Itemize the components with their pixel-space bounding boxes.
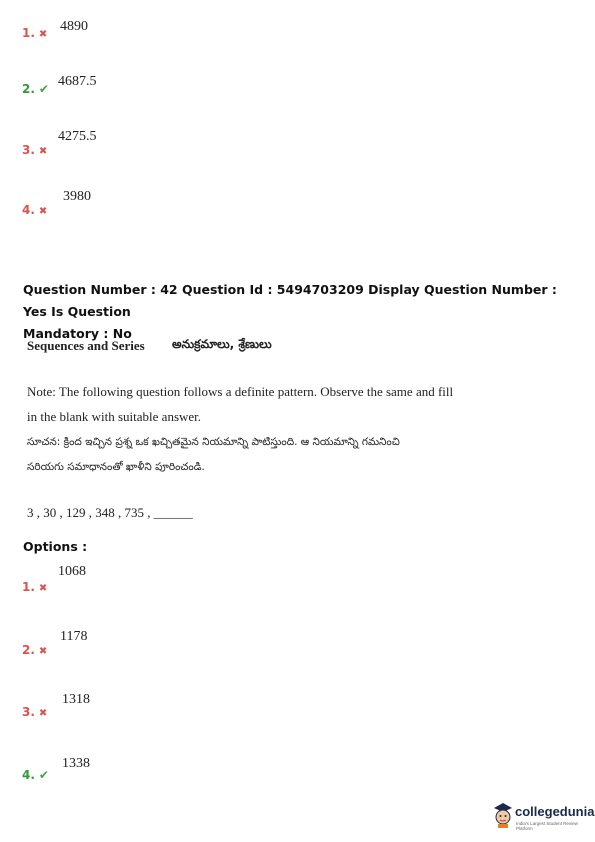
option-number: 3. [22,143,35,157]
option-number: 1. [22,26,35,40]
prev-option-2-value: 4687.5 [58,74,97,89]
cross-icon: ✖ [38,583,48,594]
option-2-value: 1178 [60,629,88,644]
note-english-line2: in the blank with suitable answer. [27,409,202,424]
cross-icon: ✖ [38,646,48,657]
cross-icon: ✖ [38,708,48,719]
cross-icon: ✖ [38,206,48,217]
option-2 [22,641,47,659]
note-telugu [27,430,577,480]
note-english [27,379,567,429]
check-icon: ✔ [38,768,49,782]
option-number: 2. [22,82,35,96]
prev-option-4 [22,201,47,219]
option-number: 4. [22,768,35,782]
option-number: 4. [22,203,35,217]
cross-icon: ✖ [38,29,48,40]
option-number: 3. [22,705,35,719]
question-header [23,279,583,345]
logo-name: collegedunia [515,804,595,819]
option-1-value: 1068 [58,564,86,579]
question-header-line2: Mandatory : No [23,326,132,341]
prev-option-1-value: 4890 [60,19,88,34]
note-telugu-line1: సూచన: క్రింద ఇచ్చిన ప్రశ్న ఒక ఖచ్చితమైన నియమాన్ని పాటిస్తుంది. ఆ నియమాన్ని గమనించి [27,436,400,448]
note-telugu-line2: సరియగు సమాధానంతో ఖాళీని పూరించండి. [27,461,205,473]
logo-tagline: India's Largest Student Review Platform [516,821,578,831]
option-4-value: 1338 [62,756,90,771]
cross-icon: ✖ [38,146,48,157]
option-number: 1. [22,580,35,594]
option-number: 2. [22,643,35,657]
topic-telugu: అనుక్రమాలు, శ్రేణులు [172,337,272,351]
option-3 [22,703,47,721]
prev-option-2 [22,80,49,98]
option-3-value: 1318 [62,692,90,707]
sequence-text: 3 , 30 , 129 , 348 , 735 , ______ [27,505,193,520]
topic-english: Sequences and Series [27,338,145,353]
options-label: Options : [23,539,88,554]
option-1 [22,578,47,596]
option-4 [22,766,49,784]
mascot-icon [492,802,514,828]
question-header-line1: Question Number : 42 Question Id : 5494703209 Display Question Number : Yes Is Question [23,282,557,319]
collegedunia-logo [492,802,595,832]
prev-option-3 [22,141,47,159]
prev-option-3-value: 4275.5 [58,129,97,144]
prev-option-4-value: 3980 [63,189,91,204]
note-english-line1: Note: The following question follows a definite pattern. Observe the same and fill [27,384,454,399]
prev-option-1 [22,24,47,42]
check-icon: ✔ [38,82,49,96]
